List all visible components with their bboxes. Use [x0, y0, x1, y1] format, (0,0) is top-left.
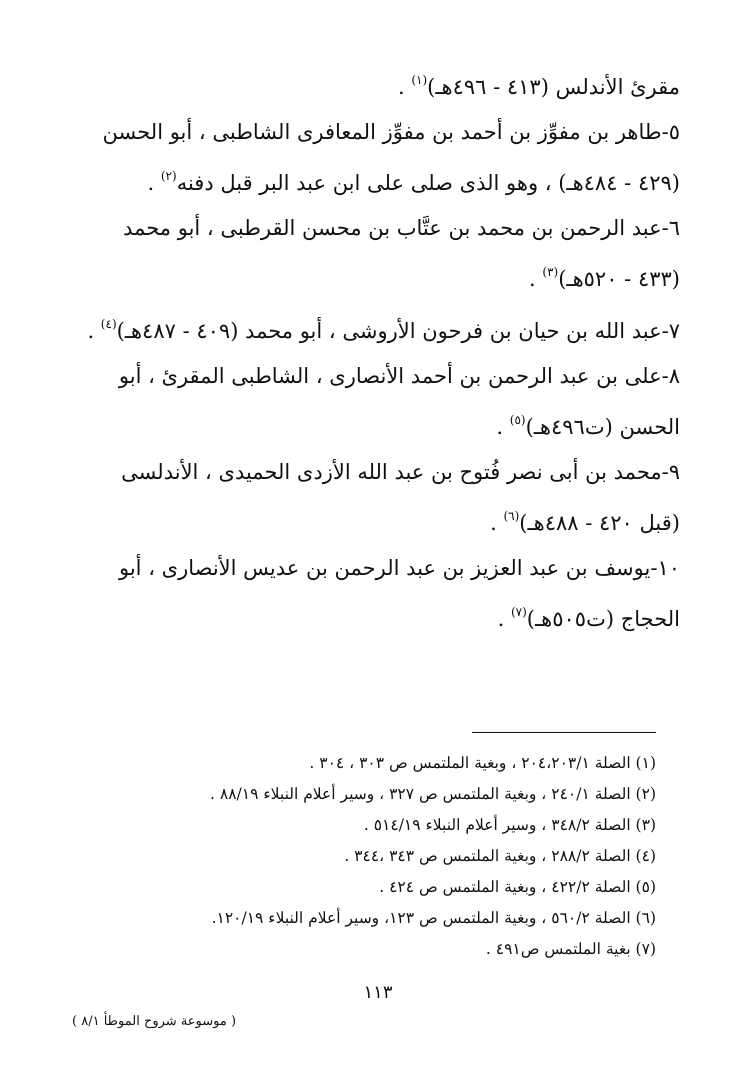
text-line: [100, 250, 680, 294]
line-text: ٧-عبد الله بن حيان بن فرحون الأروشى ، أبو محمد (٤٠٩ - ٤٨٧هـ): [116, 319, 680, 343]
entry-7: [87, 302, 680, 346]
footnote-3: (٣) الصلة ٣٤٨/٢ ، وسير أعلام النبلاء ٥١٤/١٩ .: [363, 816, 656, 834]
text-line: [100, 206, 680, 250]
line-end: .: [87, 319, 101, 343]
line-text: مقرئ الأندلس (٤١٣ - ٤٩٦هـ): [427, 75, 680, 99]
text-line: [100, 354, 680, 398]
footnotes: [100, 748, 656, 965]
footnote-4: (٤) الصلة ٢٨٨/٢ ، وبغية الملتمس ص ٣٤٣ ،٣٤٤ .: [344, 847, 656, 865]
text-line: [100, 58, 680, 102]
footnote-6: (٦) الصلة ٥٦٠/٢ ، وبغية الملتمس ص ١٢٣، وسير أعلام النبلاء ١٢٠/١٩.: [211, 909, 656, 927]
line-text: (قبل ٤٢٠ - ٤٨٨هـ): [519, 511, 680, 535]
footnote-ref: (٥): [509, 413, 526, 427]
line-text: ٩-محمد بن أبى نصر فُتوح بن عبد الله الأزدى الحميدى ، الأندلسى: [121, 460, 680, 484]
line-end: .: [490, 511, 504, 535]
text-line: [100, 398, 680, 442]
line-text: الحجاج (ت٥٠٥هـ): [526, 607, 680, 631]
line-end: .: [147, 171, 161, 195]
line-end: .: [397, 75, 412, 99]
text-line: [100, 590, 680, 634]
entry-8: [100, 354, 680, 442]
line-end: .: [529, 267, 543, 291]
entry-9: [100, 450, 680, 538]
footnote-separator: [472, 732, 656, 733]
entry-5: [100, 110, 680, 198]
line-end: .: [497, 607, 511, 631]
series-label: ( موسوعة شروح الموطأ ٨/١ ): [72, 1014, 237, 1029]
footnote-ref: (١): [411, 73, 428, 87]
line-text: (٤٢٩ - ٤٨٤هـ) ، وهو الذى صلى على ابن عبد البر قبل دفنه: [176, 171, 680, 195]
footnote-ref: (٤): [100, 317, 117, 331]
footnote-2: (٢) الصلة ٢٤٠/١ ، وبغية الملتمس ص ٣٢٧ ، وسير أعلام النبلاء ٨٨/١٩ .: [210, 785, 656, 803]
line-text: ٦-عبد الرحمن بن محمد بن عتَّاب بن محسن القرطبى ، أبو محمد: [123, 216, 680, 240]
entry-4: [100, 58, 680, 102]
footnote-ref: (٢): [160, 169, 177, 183]
line-text: ٨-على بن عبد الرحمن بن أحمد الأنصارى ، الشاطبى المقرئ ، أبو: [118, 364, 680, 388]
line-text: ١٠-يوسف بن عبد العزيز بن عبد الرحمن بن عديس الأنصارى ، أبو: [118, 556, 680, 580]
line-text: الحسن (ت٤٩٦هـ): [525, 415, 680, 439]
page-number: ١١٣: [363, 982, 393, 1003]
text-line: [87, 302, 680, 346]
footnote-ref: (٦): [503, 509, 520, 523]
line-end: .: [496, 415, 510, 439]
text-line: [100, 546, 680, 590]
text-line: [100, 494, 680, 538]
footnote-1: (١) الصلة ٢٠٤،٢٠٣/١ ، وبغية الملتمس ص ٣٠٣ ، ٣٠٤ .: [309, 754, 656, 772]
line-text: ٥-طاهر بن مفوِّز بن أحمد بن مفوِّز المعافرى الشاطبى ، أبو الحسن: [102, 120, 680, 144]
footnote-7: (٧) بغية الملتمس ص٤٩١ .: [485, 940, 656, 958]
text-line: [100, 450, 680, 494]
entry-10: [100, 546, 680, 634]
main-text: [87, 58, 680, 634]
entry-6: [100, 206, 680, 294]
text-line: [100, 110, 680, 154]
footnote-ref: (٧): [510, 605, 527, 619]
text-line: [100, 154, 680, 198]
line-text: (٤٣٣ - ٥٢٠هـ): [558, 267, 680, 291]
footnote-ref: (٣): [542, 265, 559, 279]
footnote-5: (٥) الصلة ٤٢٢/٢ ، وبغية الملتمس ص ٤٢٤ .: [379, 878, 656, 896]
